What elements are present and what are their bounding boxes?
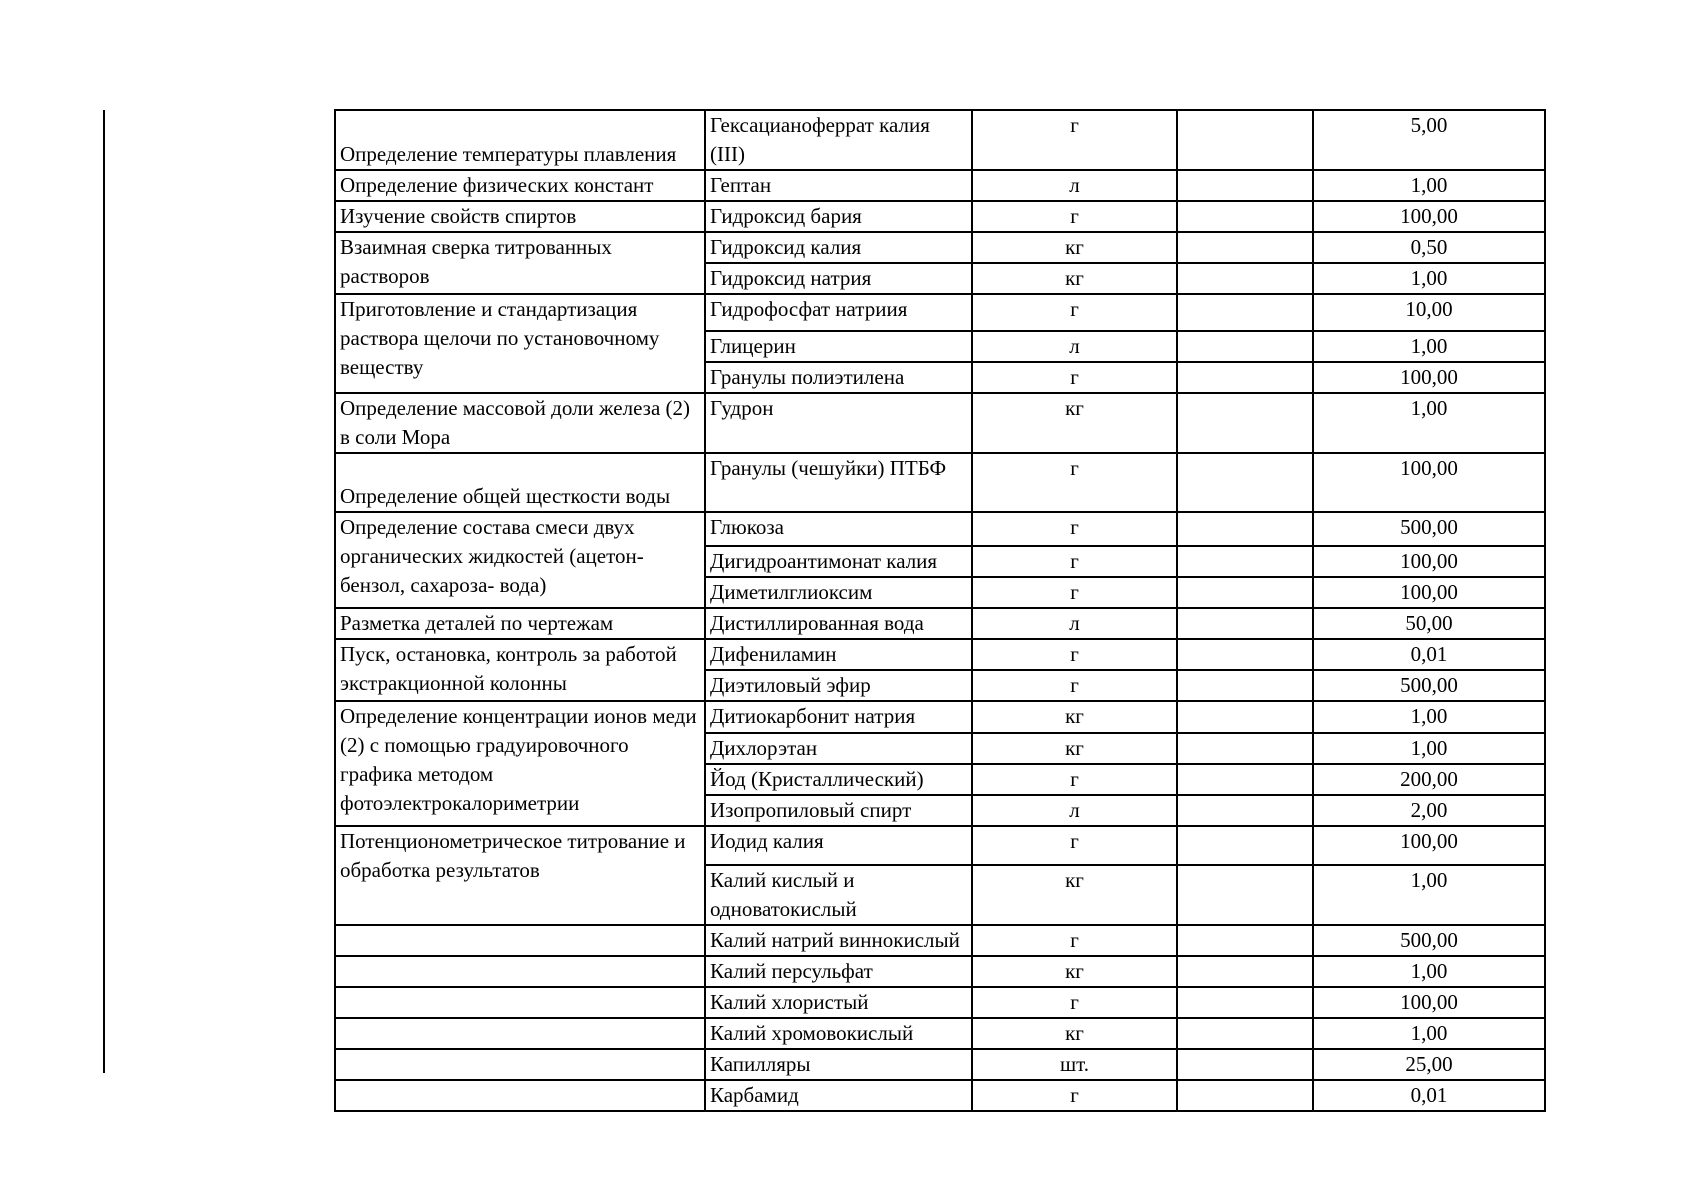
table-row bbox=[335, 110, 1545, 170]
operation-cell: Определение концентрации ионов меди (2) с помощью градуировочного графика методом фотоэлектрокалориметрии bbox=[335, 701, 705, 826]
operation-cell bbox=[335, 1049, 705, 1080]
table-row bbox=[335, 294, 1545, 331]
unit-cell: г bbox=[972, 546, 1177, 577]
reagent-name-cell: Гудрон bbox=[705, 393, 972, 453]
empty-cell bbox=[1177, 1080, 1313, 1111]
unit-cell: шт. bbox=[972, 1049, 1177, 1080]
unit-cell: г bbox=[972, 670, 1177, 701]
table-row bbox=[335, 201, 1545, 232]
operation-cell bbox=[335, 987, 705, 1018]
operation-cell bbox=[335, 1018, 705, 1049]
unit-cell: г bbox=[972, 577, 1177, 608]
reagent-name-cell: Капилляры bbox=[705, 1049, 972, 1080]
unit-cell: кг bbox=[972, 263, 1177, 294]
unit-cell: г bbox=[972, 764, 1177, 795]
quantity-cell: 10,00 bbox=[1313, 294, 1545, 331]
operation-cell: Потенционометрическое титрование и обработка результатов bbox=[335, 826, 705, 925]
table-row bbox=[335, 1080, 1545, 1111]
empty-cell bbox=[1177, 956, 1313, 987]
quantity-cell: 1,00 bbox=[1313, 263, 1545, 294]
reagent-name-cell: Йод (Кристаллический) bbox=[705, 764, 972, 795]
operation-cell bbox=[335, 1080, 705, 1111]
unit-cell: г bbox=[972, 639, 1177, 670]
quantity-cell: 0,01 bbox=[1313, 639, 1545, 670]
reagent-name-cell: Иодид калия bbox=[705, 826, 972, 865]
table-row bbox=[335, 453, 1545, 512]
operation-cell: Определение массовой доли железа (2) в соли Мора bbox=[335, 393, 705, 453]
unit-cell: кг bbox=[972, 865, 1177, 925]
reagents-table bbox=[334, 109, 1546, 1112]
operation-cell: Пуск, остановка, контроль за работой экстракционной колонны bbox=[335, 639, 705, 701]
empty-cell bbox=[1177, 577, 1313, 608]
empty-cell bbox=[1177, 453, 1313, 512]
empty-cell bbox=[1177, 294, 1313, 331]
reagent-name-cell: Глюкоза bbox=[705, 512, 972, 546]
reagent-name-cell: Карбамид bbox=[705, 1080, 972, 1111]
table-row bbox=[335, 512, 1545, 546]
unit-cell: кг bbox=[972, 701, 1177, 733]
empty-cell bbox=[1177, 170, 1313, 201]
unit-cell: г bbox=[972, 201, 1177, 232]
quantity-cell: 100,00 bbox=[1313, 362, 1545, 393]
quantity-cell: 50,00 bbox=[1313, 608, 1545, 639]
unit-cell: кг bbox=[972, 393, 1177, 453]
unit-cell: г bbox=[972, 110, 1177, 170]
unit-cell: кг bbox=[972, 956, 1177, 987]
operation-cell: Определение физических констант bbox=[335, 170, 705, 201]
empty-cell bbox=[1177, 608, 1313, 639]
empty-cell bbox=[1177, 795, 1313, 826]
quantity-cell: 100,00 bbox=[1313, 826, 1545, 865]
unit-cell: л bbox=[972, 331, 1177, 362]
reagent-name-cell: Калий кислый и одноватокислый bbox=[705, 865, 972, 925]
operation-cell: Разметка деталей по чертежам bbox=[335, 608, 705, 639]
quantity-cell: 100,00 bbox=[1313, 453, 1545, 512]
operation-cell bbox=[335, 956, 705, 987]
operation-cell: Изучение свойств спиртов bbox=[335, 201, 705, 232]
quantity-cell: 500,00 bbox=[1313, 925, 1545, 956]
unit-cell: г bbox=[972, 453, 1177, 512]
unit-cell: л bbox=[972, 608, 1177, 639]
empty-cell bbox=[1177, 263, 1313, 294]
operation-cell: Взаимная сверка титрованных растворов bbox=[335, 232, 705, 294]
reagent-name-cell: Калий хромовокислый bbox=[705, 1018, 972, 1049]
quantity-cell: 1,00 bbox=[1313, 331, 1545, 362]
table-row bbox=[335, 608, 1545, 639]
page-margin-line bbox=[103, 110, 105, 1073]
quantity-cell: 0,01 bbox=[1313, 1080, 1545, 1111]
empty-cell bbox=[1177, 764, 1313, 795]
empty-cell bbox=[1177, 670, 1313, 701]
reagent-name-cell: Калий хлористый bbox=[705, 987, 972, 1018]
empty-cell bbox=[1177, 701, 1313, 733]
quantity-cell: 500,00 bbox=[1313, 670, 1545, 701]
table-row bbox=[335, 393, 1545, 453]
unit-cell: г bbox=[972, 925, 1177, 956]
empty-cell bbox=[1177, 393, 1313, 453]
quantity-cell: 200,00 bbox=[1313, 764, 1545, 795]
reagent-name-cell: Гидроксид натрия bbox=[705, 263, 972, 294]
empty-cell bbox=[1177, 987, 1313, 1018]
unit-cell: г bbox=[972, 1080, 1177, 1111]
quantity-cell: 100,00 bbox=[1313, 987, 1545, 1018]
reagent-name-cell: Глицерин bbox=[705, 331, 972, 362]
empty-cell bbox=[1177, 512, 1313, 546]
reagent-name-cell: Дигидроантимонат калия bbox=[705, 546, 972, 577]
quantity-cell: 1,00 bbox=[1313, 170, 1545, 201]
empty-cell bbox=[1177, 1049, 1313, 1080]
reagent-name-cell: Гранулы (чешуйки) ПТБФ bbox=[705, 453, 972, 512]
table-row bbox=[335, 925, 1545, 956]
quantity-cell: 1,00 bbox=[1313, 733, 1545, 764]
empty-cell bbox=[1177, 232, 1313, 263]
quantity-cell: 2,00 bbox=[1313, 795, 1545, 826]
quantity-cell: 500,00 bbox=[1313, 512, 1545, 546]
unit-cell: г bbox=[972, 512, 1177, 546]
operation-cell: Приготовление и стандартизация раствора щелочи по установочному веществу bbox=[335, 294, 705, 393]
quantity-cell: 0,50 bbox=[1313, 232, 1545, 263]
reagent-name-cell: Дитиокарбонит натрия bbox=[705, 701, 972, 733]
unit-cell: л bbox=[972, 795, 1177, 826]
quantity-cell: 25,00 bbox=[1313, 1049, 1545, 1080]
unit-cell: кг bbox=[972, 733, 1177, 764]
quantity-cell: 1,00 bbox=[1313, 701, 1545, 733]
reagent-name-cell: Дихлорэтан bbox=[705, 733, 972, 764]
reagent-name-cell: Диэтиловый эфир bbox=[705, 670, 972, 701]
table-row bbox=[335, 1049, 1545, 1080]
table-row bbox=[335, 701, 1545, 733]
empty-cell bbox=[1177, 733, 1313, 764]
reagent-name-cell: Гидрофосфат натриия bbox=[705, 294, 972, 331]
unit-cell: г bbox=[972, 826, 1177, 865]
empty-cell bbox=[1177, 362, 1313, 393]
operation-cell: Определение температуры плавления bbox=[335, 110, 705, 170]
reagent-name-cell: Дистиллированная вода bbox=[705, 608, 972, 639]
quantity-cell: 1,00 bbox=[1313, 865, 1545, 925]
quantity-cell: 1,00 bbox=[1313, 1018, 1545, 1049]
empty-cell bbox=[1177, 865, 1313, 925]
unit-cell: г bbox=[972, 362, 1177, 393]
operation-cell: Определение общей щесткости воды bbox=[335, 453, 705, 512]
unit-cell: л bbox=[972, 170, 1177, 201]
table-row bbox=[335, 639, 1545, 670]
empty-cell bbox=[1177, 1018, 1313, 1049]
reagent-name-cell: Дифениламин bbox=[705, 639, 972, 670]
reagent-name-cell: Гептан bbox=[705, 170, 972, 201]
operation-cell: Определение состава смеси двух органических жидкостей (ацетон-бензол, сахароза- вода) bbox=[335, 512, 705, 608]
unit-cell: г bbox=[972, 294, 1177, 331]
quantity-cell: 1,00 bbox=[1313, 393, 1545, 453]
unit-cell: кг bbox=[972, 232, 1177, 263]
table-row bbox=[335, 170, 1545, 201]
reagents-table-body bbox=[335, 110, 1545, 1111]
reagent-name-cell: Диметилглиоксим bbox=[705, 577, 972, 608]
table-row bbox=[335, 956, 1545, 987]
quantity-cell: 1,00 bbox=[1313, 956, 1545, 987]
reagent-name-cell: Калий натрий виннокислый bbox=[705, 925, 972, 956]
unit-cell: кг bbox=[972, 1018, 1177, 1049]
empty-cell bbox=[1177, 201, 1313, 232]
reagent-name-cell: Гидроксид бария bbox=[705, 201, 972, 232]
unit-cell: г bbox=[972, 987, 1177, 1018]
quantity-cell: 5,00 bbox=[1313, 110, 1545, 170]
empty-cell bbox=[1177, 925, 1313, 956]
empty-cell bbox=[1177, 331, 1313, 362]
table-row bbox=[335, 232, 1545, 263]
reagent-name-cell: Изопропиловый спирт bbox=[705, 795, 972, 826]
quantity-cell: 100,00 bbox=[1313, 577, 1545, 608]
reagent-name-cell: Гексацианоферрат калия (III) bbox=[705, 110, 972, 170]
table-row bbox=[335, 987, 1545, 1018]
empty-cell bbox=[1177, 546, 1313, 577]
reagent-name-cell: Калий персульфат bbox=[705, 956, 972, 987]
reagent-name-cell: Гранулы полиэтилена bbox=[705, 362, 972, 393]
table-row bbox=[335, 1018, 1545, 1049]
operation-cell bbox=[335, 925, 705, 956]
empty-cell bbox=[1177, 639, 1313, 670]
table-row bbox=[335, 826, 1545, 865]
quantity-cell: 100,00 bbox=[1313, 546, 1545, 577]
empty-cell bbox=[1177, 110, 1313, 170]
quantity-cell: 100,00 bbox=[1313, 201, 1545, 232]
reagent-name-cell: Гидроксид калия bbox=[705, 232, 972, 263]
empty-cell bbox=[1177, 826, 1313, 865]
